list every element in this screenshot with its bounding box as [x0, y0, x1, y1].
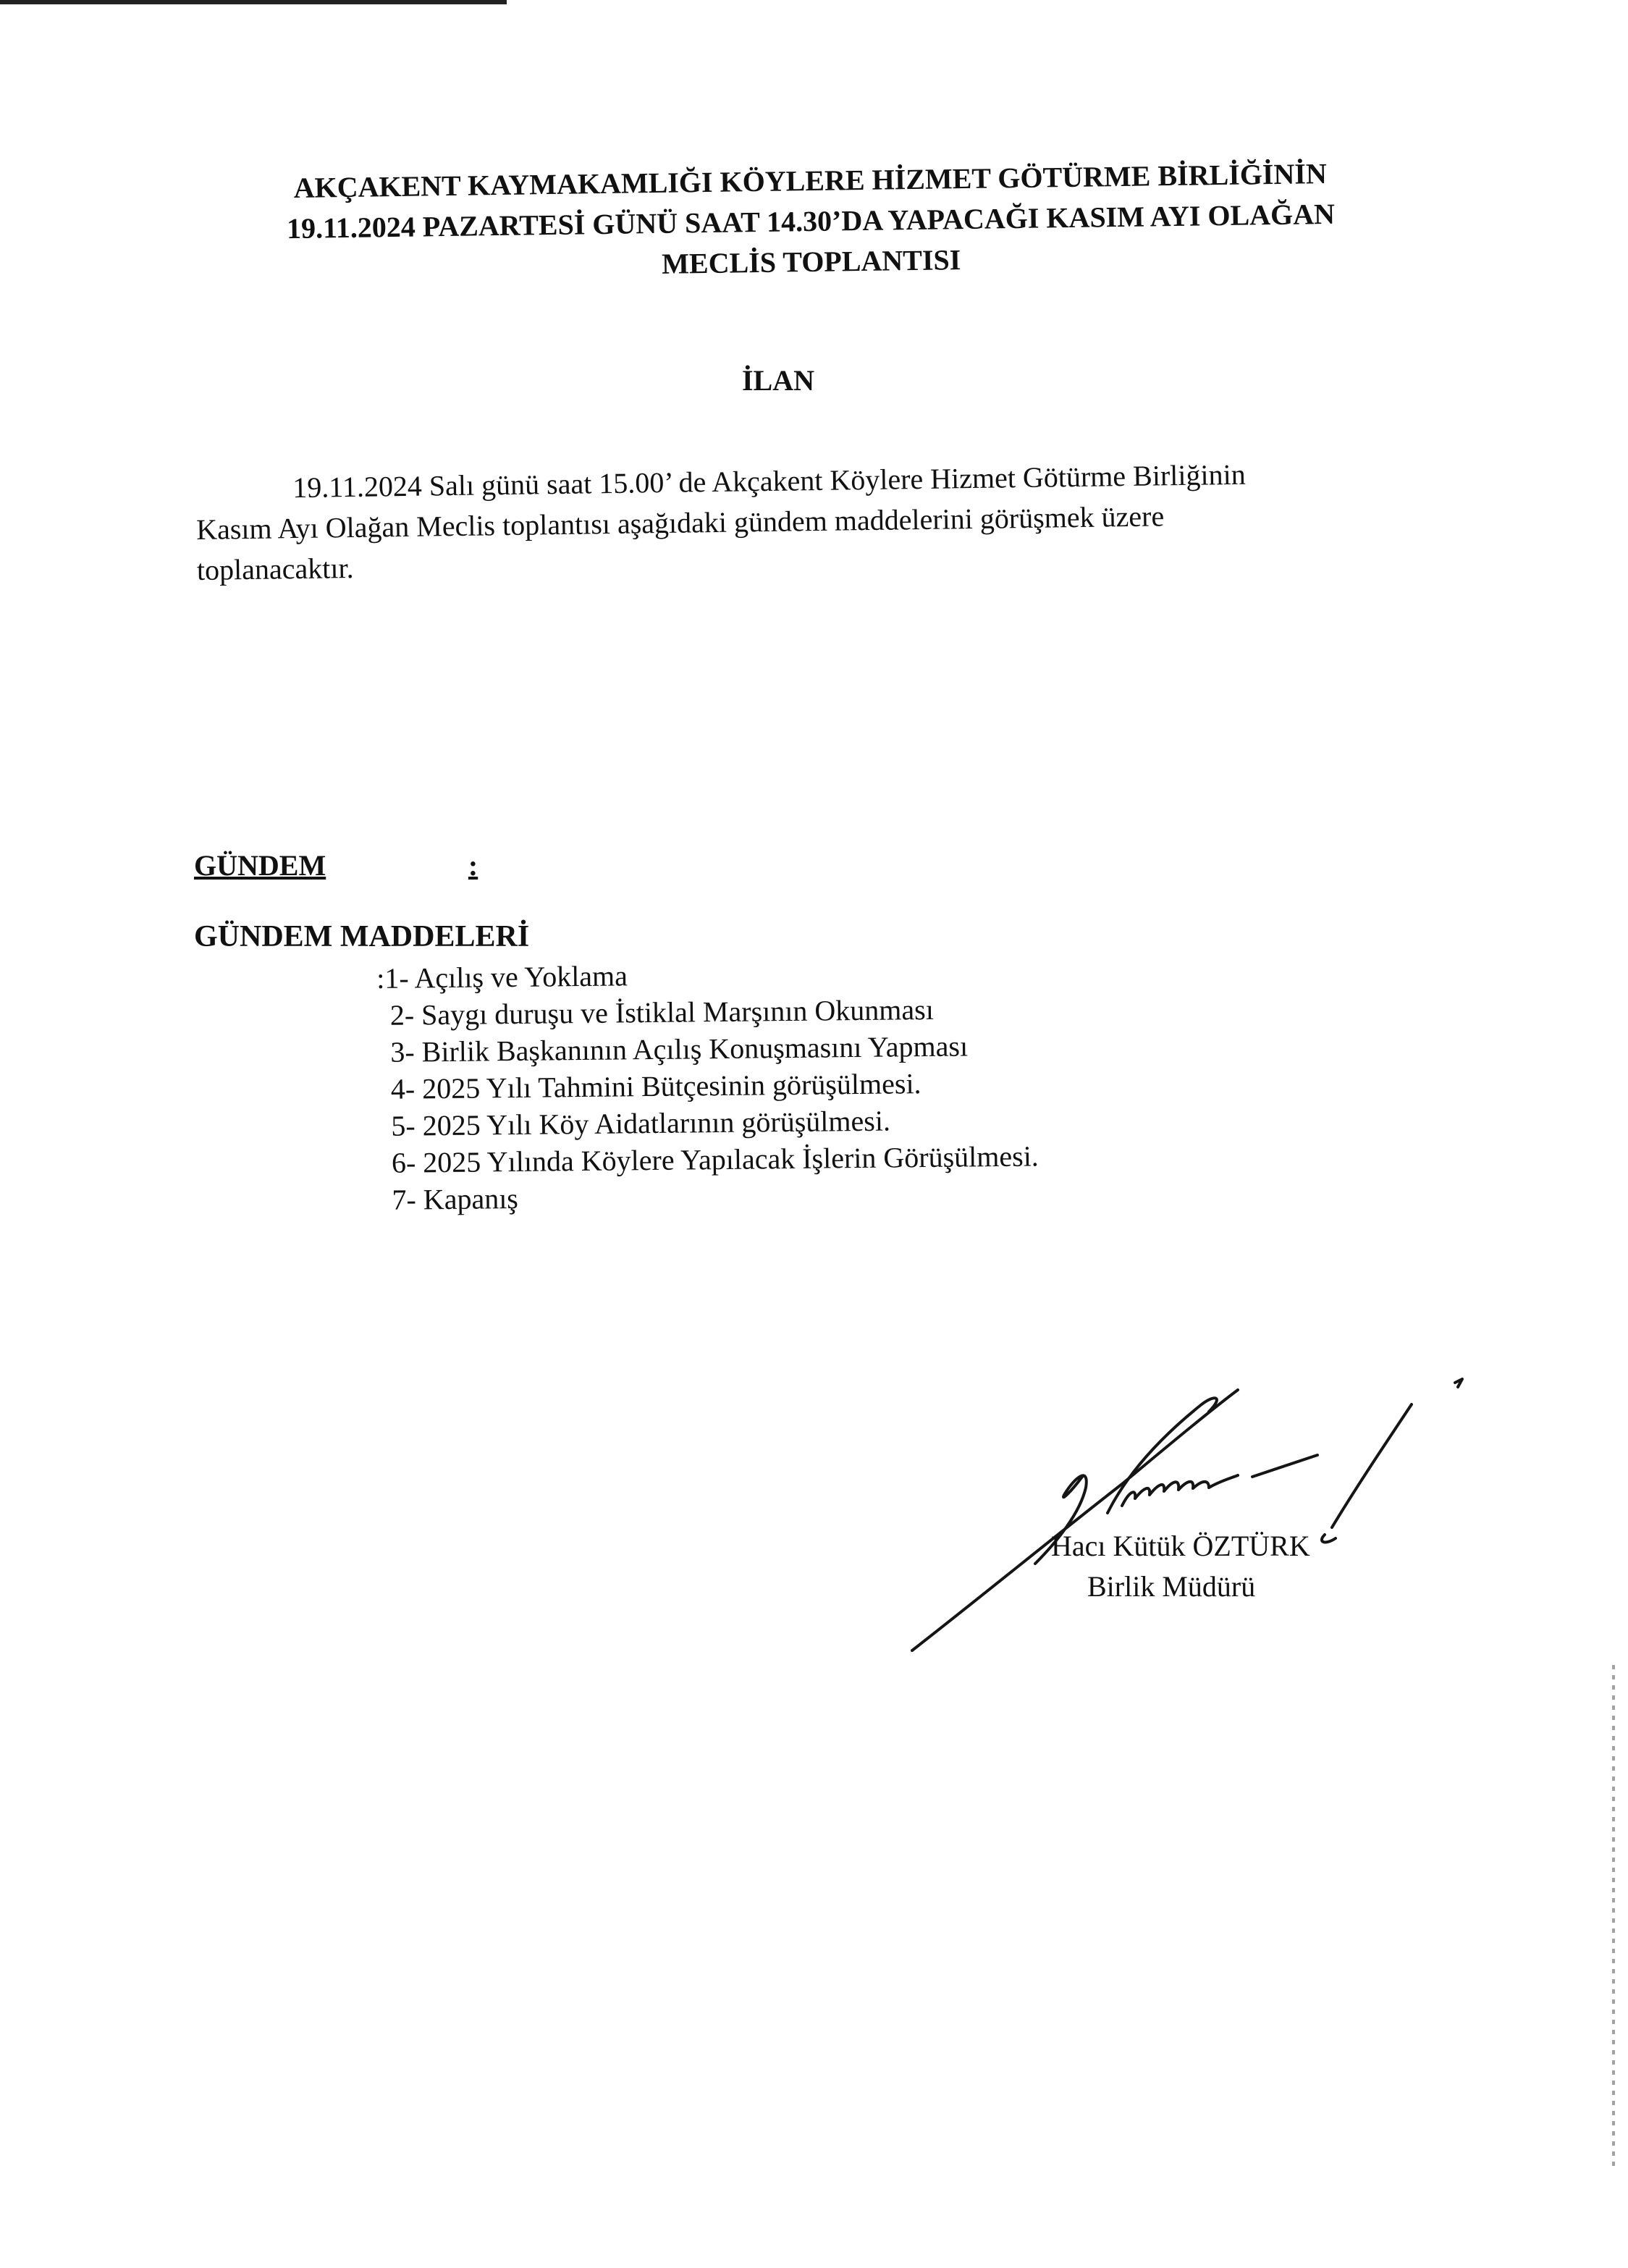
gundem-heading — [194, 848, 478, 882]
handwritten-signature — [890, 1346, 1469, 1665]
header-line-2: 19.11.2024 PAZARTESİ GÜNÜ SAAT 14.30’DA YAPACAĞI KASIM AYI OLAĞAN — [286, 197, 1336, 245]
announcement-line-1: 19.11.2024 Salı günü saat 15.00’ de Akçakent Köylere Hizmet Götürme Birliğinin — [292, 458, 1246, 505]
agenda-item: 4- 2025 Yılı Tahmini Bütçesinin görüşülmesi. — [390, 1067, 921, 1105]
signer-name: Hacı Kütük ÖZTÜRK — [1051, 1530, 1310, 1562]
scan-edge-top — [0, 0, 507, 4]
gundem-colon: : — [468, 849, 478, 882]
announcement-line-3: toplanacaktır. — [196, 551, 354, 586]
header-line-1: AKÇAKENT KAYMAKAMLIĞI KÖYLERE HİZMET GÖTÜRME BİRLİĞİNİN — [293, 157, 1328, 204]
signer-title: Birlik Müdürü — [1087, 1570, 1256, 1603]
agenda-item: 5- 2025 Yılı Köy Aidatlarının görüşülmesi. — [391, 1104, 891, 1142]
ilan-title: İLAN — [741, 364, 815, 397]
maddeler-title: GÜNDEM MADDELERİ — [194, 920, 530, 953]
agenda-item: 7- Kapanış — [392, 1181, 519, 1216]
document-header — [195, 152, 1427, 291]
header-line-3: MECLİS TOPLANTISI — [661, 243, 961, 280]
scan-edge-right — [1612, 1665, 1615, 2172]
announcement-paragraph — [195, 452, 1391, 591]
agenda-item: 2- Saygı duruşu ve İstiklal Marşının Okunması — [389, 992, 935, 1032]
agenda-list — [376, 953, 1039, 1218]
agenda-item: 3- Birlik Başkanının Açılış Konuşmasını Yapması — [390, 1029, 969, 1068]
agenda-item: :1- Açılış ve Yoklama — [376, 959, 628, 995]
announcement-line-2: Kasım Ayı Olağan Meclis toplantısı aşağıdaki gündem maddelerini görüşmek üzere — [195, 499, 1165, 546]
gundem-label: GÜNDEM — [194, 849, 326, 882]
agenda-item: 6- 2025 Yılında Köylere Yapılacak İşlerin Görüşülmesi. — [391, 1139, 1039, 1179]
